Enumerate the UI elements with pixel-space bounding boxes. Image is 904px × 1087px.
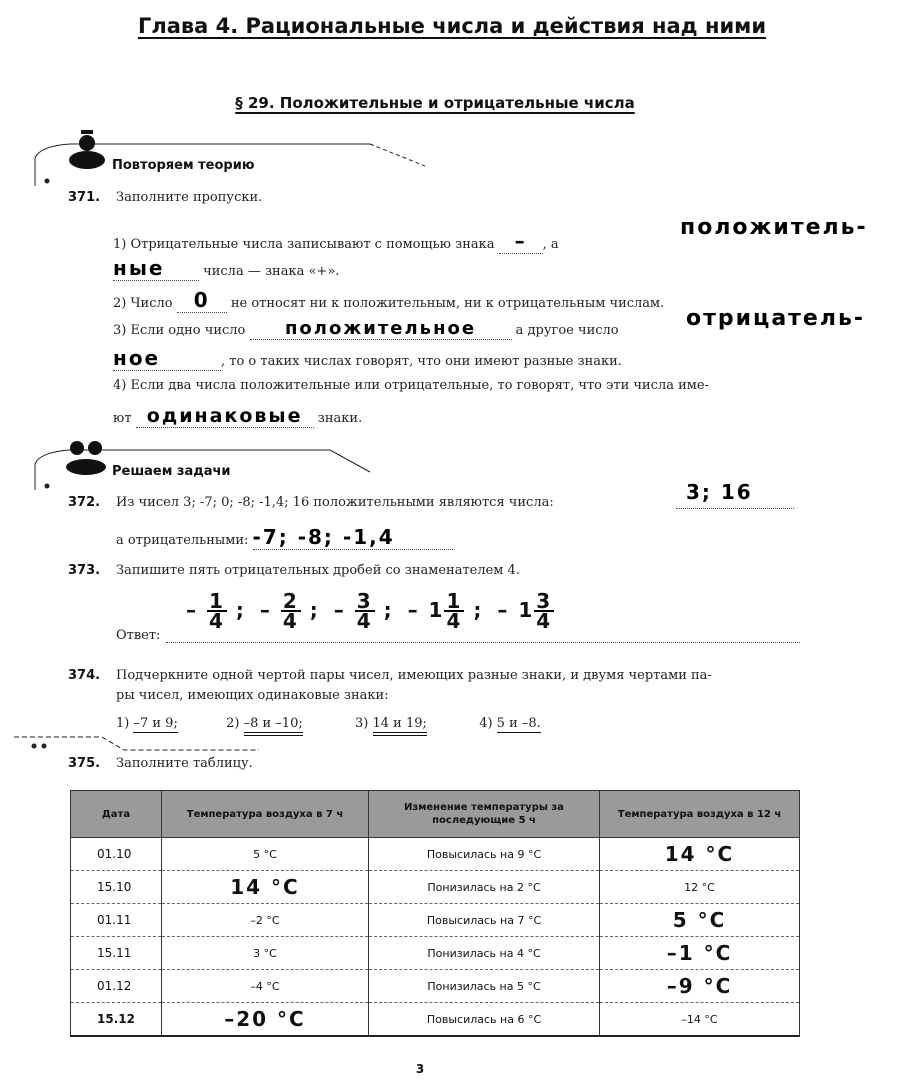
fraction-answer	[259, 589, 320, 633]
ex371-line2	[113, 256, 339, 281]
header-change: Изменение температуры за последующие 5 ч	[369, 791, 600, 838]
ex371-l4a: 3) Если одно число	[113, 323, 246, 338]
table-header-row	[71, 791, 800, 838]
header-date: Дата	[71, 791, 162, 838]
ex371-l7a: ют	[113, 411, 132, 426]
ex374-p1-label: 1)	[116, 716, 130, 731]
fraction-answer	[333, 589, 394, 633]
ex371-line5	[113, 346, 622, 371]
cell-date: 01.10	[71, 838, 162, 871]
cell-temp-7: 5 °С	[162, 838, 369, 871]
fraction	[444, 589, 464, 633]
cell-temp-12: –14 °С	[600, 1003, 800, 1037]
ex371-l2b: числа — знака «+».	[203, 264, 340, 279]
fraction-whole-part: 1	[428, 597, 445, 622]
ex374-pair-3: 14 и 19;	[373, 716, 427, 736]
ex374-pair-4: 5 и –8.	[496, 716, 541, 731]
ex372-number: 372.	[68, 495, 101, 510]
ex373-answer-line	[166, 628, 800, 643]
fraction-answer	[497, 589, 554, 633]
ex371-l5b: , то о таких числах говорят, что они имеют разные знаки.	[221, 354, 622, 369]
ex371-l4b: а другое число	[515, 323, 619, 338]
fraction-whole-part: 1	[518, 597, 535, 622]
fraction-answer	[186, 589, 246, 633]
cell-change: Понизилась на 4 °С	[369, 937, 600, 970]
fraction	[534, 589, 554, 633]
ex371-answer-sign: –	[514, 229, 527, 253]
ex371-l1b: , а	[542, 237, 559, 252]
fraction-numerator: 1	[208, 589, 225, 613]
cell-change: Понизилась на 5 °С	[369, 970, 600, 1003]
ex371-answer-negative-end: ное	[113, 346, 161, 370]
ex374-number: 374.	[68, 668, 101, 683]
students-icon	[64, 434, 110, 476]
banner-title-theory: Повторяем теорию	[112, 158, 255, 173]
ex371-answer-zero: 0	[193, 288, 210, 312]
ex374-text1: Подчеркните одной чертой пары чисел, имеющих разные знаки, и двумя чертами па-	[116, 668, 712, 683]
ex373-answer-fractions	[186, 589, 568, 633]
ex375-number: 375.	[68, 756, 101, 771]
cell-temp-7: –4 °С	[162, 970, 369, 1003]
ex374-pair-1: –7 и 9;	[133, 716, 178, 731]
ex374-p3-label: 3)	[355, 716, 369, 731]
ex374-p4-label: 4)	[479, 716, 493, 731]
fraction-minus-sign: –	[186, 597, 207, 622]
ex374-p2-label: 2)	[226, 716, 240, 731]
fraction-separator: ;	[300, 597, 320, 622]
fraction-separator: ;	[464, 597, 484, 622]
fraction-separator: ;	[374, 597, 394, 622]
ex374-pair-2: –8 и –10;	[244, 716, 303, 736]
ex374-text2: ры чисел, имеющих одинаковые знаки:	[116, 688, 389, 703]
cell-date: 15.11	[71, 937, 162, 970]
ex371-l1a: 1) Отрицательные числа записывают с помощью знака	[113, 237, 495, 252]
table-row	[71, 970, 800, 1003]
fraction-numerator: 3	[536, 589, 553, 613]
fraction-denominator: 4	[282, 609, 299, 633]
fraction-minus-sign: –	[497, 597, 519, 622]
fraction-minus-sign: –	[259, 597, 281, 622]
temperature-table	[70, 790, 800, 1037]
ex371-line6: 4) Если два числа положительные или отрицательные, то говорят, что эти числа име-	[113, 378, 709, 393]
table-row	[71, 937, 800, 970]
ex371-l3b: не относят ни к положительным, ни к отрицательным числам.	[230, 296, 665, 311]
header-temp-7: Температура воздуха в 7 ч	[162, 791, 369, 838]
table-row	[71, 1003, 800, 1037]
ex371-answer-positive-2: положительное	[284, 318, 477, 339]
fraction-denominator: 4	[208, 609, 225, 633]
ex373-text: Запишите пять отрицательных дробей со знаменателем 4.	[116, 563, 520, 578]
ex371-line4	[113, 318, 619, 340]
ex371-number: 371.	[68, 190, 101, 205]
fraction	[355, 589, 375, 633]
fraction-minus-sign: –	[333, 597, 355, 622]
cell-date: 15.12	[71, 1003, 162, 1037]
cell-date: 01.12	[71, 970, 162, 1003]
cell-date: 01.11	[71, 904, 162, 937]
cell-temp-7: –2 °С	[162, 904, 369, 937]
ex371-line3	[113, 288, 664, 313]
ex371-line7	[113, 405, 362, 428]
ex374-pairs	[116, 716, 541, 731]
ex371-answer-same: одинаковые	[146, 405, 303, 427]
fraction-denominator: 4	[356, 609, 373, 633]
ex371-answer-positive-end: ные	[113, 256, 165, 280]
ex372-answer-negative: -7; -8; -1,4	[252, 525, 395, 549]
ex372-answer-positive: 3; 16	[686, 480, 753, 504]
cell-temp-12-handwritten: 5 °С	[600, 904, 800, 937]
ex371-line1	[113, 229, 559, 254]
fraction	[281, 589, 301, 633]
cell-date: 15.10	[71, 871, 162, 904]
ex371-answer-negative: отрицатель-	[686, 306, 866, 331]
cell-temp-7: 3 °С	[162, 937, 369, 970]
ex372-text: Из чисел 3; -7; 0; -8; -1,4; 16 положительными являются числа:	[116, 495, 554, 510]
cell-change: Понизилась на 2 °С	[369, 871, 600, 904]
fraction-denominator: 4	[446, 609, 463, 633]
cell-temp-7-handwritten: –20 °С	[162, 1003, 369, 1037]
ex375-text: Заполните таблицу.	[116, 756, 253, 771]
cell-temp-12: 12 °С	[600, 871, 800, 904]
cell-temp-12-handwritten: –9 °С	[600, 970, 800, 1003]
cell-change: Повысилась на 6 °С	[369, 1003, 600, 1037]
divider-decoration	[14, 732, 264, 754]
teacher-icon	[64, 126, 110, 172]
table-row	[71, 904, 800, 937]
cell-temp-7-handwritten: 14 °С	[162, 871, 369, 904]
header-temp-12: Температура воздуха в 12 ч	[600, 791, 800, 838]
cell-change: Повысилась на 7 °С	[369, 904, 600, 937]
table-row	[71, 838, 800, 871]
section-title: § 29. Положительные и отрицательные числа	[235, 94, 635, 112]
ex372-answer-positive-line	[676, 480, 794, 509]
fraction-numerator: 2	[282, 589, 299, 613]
chapter-title: Глава 4. Рациональные числа и действия над ними	[137, 14, 767, 38]
fraction-separator: ;	[226, 597, 246, 622]
fraction-minus-sign: –	[407, 597, 429, 622]
fraction-numerator: 3	[356, 589, 373, 613]
ex371-l3a: 2) Число	[113, 296, 173, 311]
page-number: 3	[415, 1062, 425, 1076]
fraction-answer	[407, 589, 484, 633]
ex373-answer-label: Ответ:	[116, 628, 161, 643]
ex372-text2-label: а отрицательными:	[116, 533, 249, 548]
ex372-text2	[116, 525, 453, 550]
ex371-l7b: знаки.	[317, 411, 363, 426]
cell-temp-12-handwritten: –1 °С	[600, 937, 800, 970]
cell-temp-12-handwritten: 14 °С	[600, 838, 800, 871]
table-row	[71, 871, 800, 904]
fraction-numerator: 1	[446, 589, 463, 613]
fraction	[207, 589, 227, 633]
ex371-answer-positive: положитель-	[680, 215, 868, 240]
ex373-number: 373.	[68, 563, 101, 578]
banner-title-problems: Решаем задачи	[112, 464, 231, 479]
ex371-task: Заполните пропуски.	[116, 190, 263, 205]
fraction-denominator: 4	[536, 609, 553, 633]
cell-change: Повысилась на 9 °С	[369, 838, 600, 871]
